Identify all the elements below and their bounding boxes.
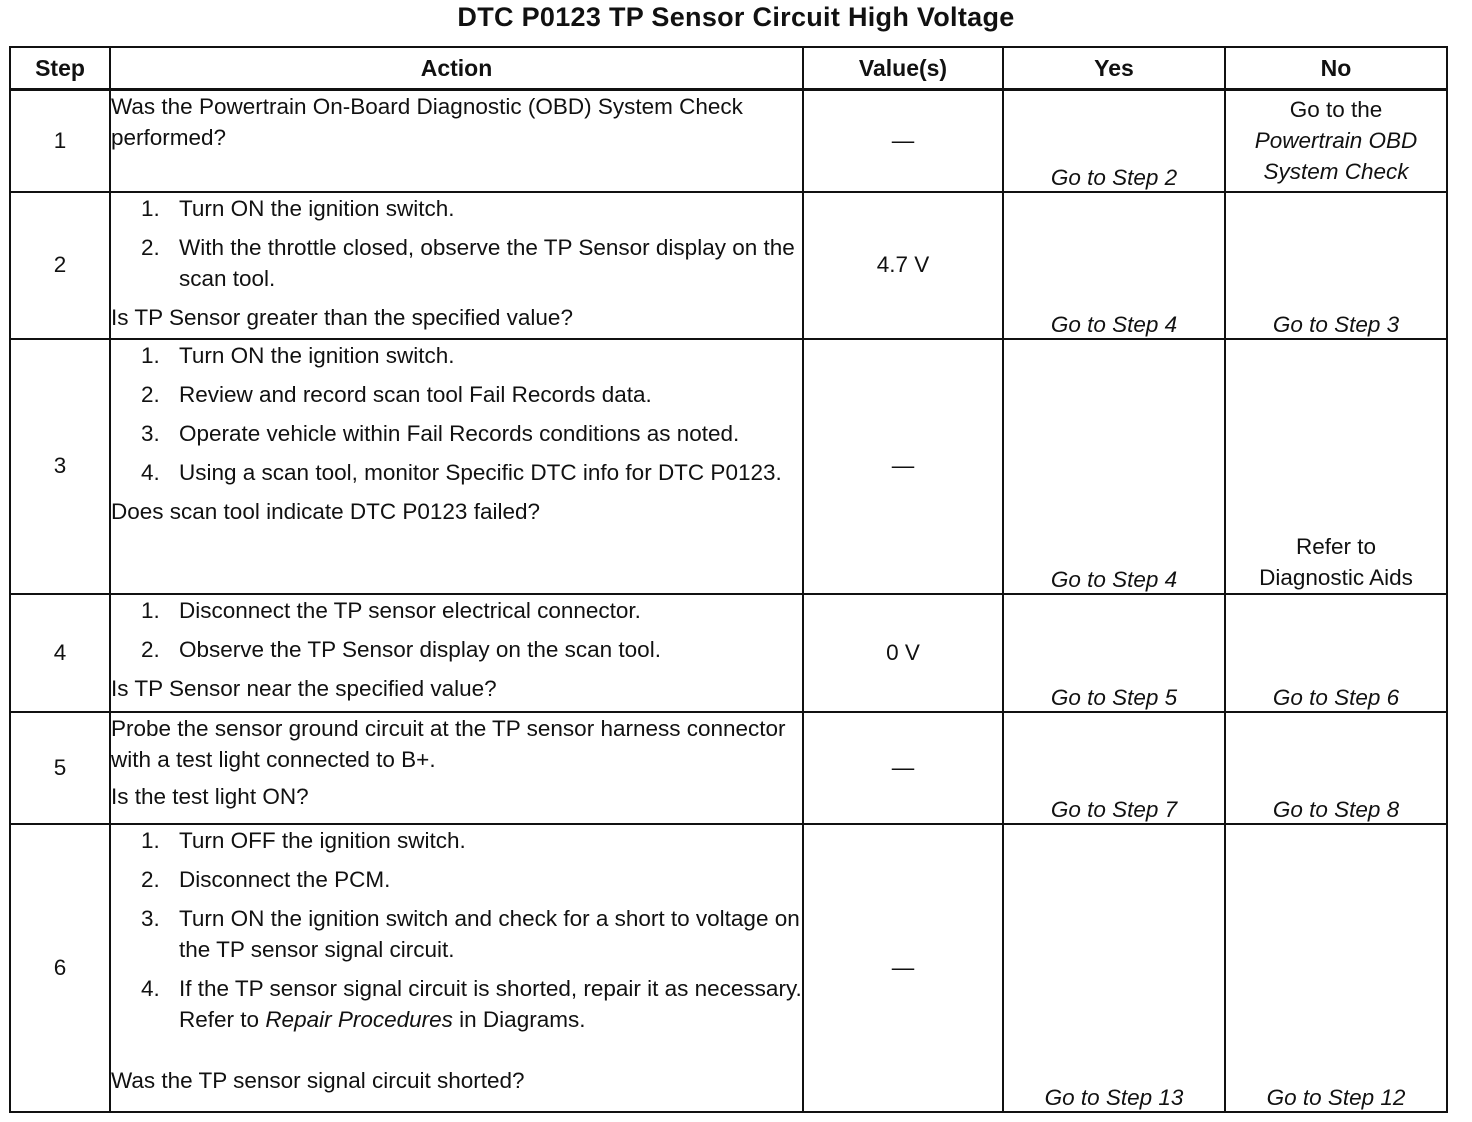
list-item: 3. Turn ON the ignition switch and check for a short to voltage on the TP sensor signal circuit.	[141, 905, 800, 962]
yes-cell: Go to Step 4	[1003, 192, 1225, 339]
list-item: 1. Turn ON the ignition switch.	[141, 195, 455, 221]
list-item: 1. Turn OFF the ignition switch.	[141, 827, 466, 853]
value-cell: —	[803, 339, 1003, 594]
table-row	[10, 824, 1447, 1112]
header-action: Action	[110, 47, 803, 90]
action-cell	[110, 712, 803, 824]
action-cell	[110, 339, 803, 594]
list-item: 1. Turn ON the ignition switch.	[141, 342, 455, 368]
table-row	[10, 339, 1447, 594]
action-question: Is TP Sensor greater than the specified value?	[111, 304, 573, 330]
list-item: 4. Using a scan tool, monitor Specific DTC info for DTC P0123.	[141, 459, 782, 485]
no-reference: Powertrain OBD System Check	[1254, 128, 1418, 185]
yes-cell: Go to Step 2	[1003, 90, 1225, 192]
header-no: No	[1225, 47, 1447, 90]
list-item: 2. Disconnect the PCM.	[141, 866, 391, 892]
table-row	[10, 192, 1447, 339]
no-cell	[1225, 90, 1447, 192]
value-cell: 0 V	[803, 594, 1003, 712]
list-item: 1. Disconnect the TP sensor electrical connector.	[141, 597, 641, 623]
action-list	[111, 340, 802, 488]
step-number: 4	[10, 594, 110, 712]
value-cell: —	[803, 712, 1003, 824]
action-cell	[110, 90, 803, 192]
step-number: 6	[10, 824, 110, 1112]
no-cell: Go to Step 8	[1225, 712, 1447, 824]
yes-cell: Go to Step 13	[1003, 824, 1225, 1112]
list-item: 4. If the TP sensor signal circuit is shorted, repair it as necessary. Refer to Repair Procedures in Diagrams.	[141, 975, 802, 1032]
list-item: 3. Operate vehicle within Fail Records conditions as noted.	[141, 420, 740, 446]
action-question: Is the test light ON?	[111, 783, 309, 809]
action-list	[111, 595, 802, 665]
list-item: 2. Review and record scan tool Fail Records data.	[141, 381, 652, 407]
no-cell: Go to Step 6	[1225, 594, 1447, 712]
step-number: 2	[10, 192, 110, 339]
list-item: 2. With the throttle closed, observe the TP Sensor display on the scan tool.	[141, 234, 795, 291]
action-question: Was the TP sensor signal circuit shorted?	[111, 1067, 525, 1093]
value-cell: 4.7 V	[803, 192, 1003, 339]
table-row	[10, 90, 1447, 192]
step-number: 3	[10, 339, 110, 594]
repair-procedures-ref: Repair Procedures	[265, 1006, 453, 1032]
page-title: DTC P0123 TP Sensor Circuit High Voltage	[457, 2, 1015, 32]
table-header-row	[10, 47, 1447, 90]
table-row	[10, 594, 1447, 712]
action-text: Was the Powertrain On-Board Diagnostic (OBD) System Check performed?	[111, 94, 743, 150]
action-cell	[110, 192, 803, 339]
list-item: 2. Observe the TP Sensor display on the scan tool.	[141, 636, 661, 662]
action-list	[111, 825, 802, 1035]
action-list	[111, 193, 802, 294]
no-text: Go to the	[1289, 97, 1383, 123]
action-question: Does scan tool indicate DTC P0123 failed?	[111, 498, 540, 524]
no-cell: Refer to Diagnostic Aids	[1225, 339, 1447, 594]
header-step: Step	[10, 47, 110, 90]
action-question: Is TP Sensor near the specified value?	[111, 675, 497, 701]
value-cell: —	[803, 90, 1003, 192]
yes-cell: Go to Step 7	[1003, 712, 1225, 824]
step-number: 5	[10, 712, 110, 824]
diagnostic-table	[9, 46, 1448, 1113]
value-cell: —	[803, 824, 1003, 1112]
no-cell: Go to Step 12	[1225, 824, 1447, 1112]
table-row	[10, 712, 1447, 824]
action-text: Probe the sensor ground circuit at the TP sensor harness connector with a test light connected to B+.	[111, 715, 786, 772]
action-cell	[110, 824, 803, 1112]
action-cell	[110, 594, 803, 712]
no-cell: Go to Step 3	[1225, 192, 1447, 339]
yes-cell: Go to Step 4	[1003, 339, 1225, 594]
header-values: Value(s)	[803, 47, 1003, 90]
step-number: 1	[10, 90, 110, 192]
yes-cell: Go to Step 5	[1003, 594, 1225, 712]
header-yes: Yes	[1003, 47, 1225, 90]
